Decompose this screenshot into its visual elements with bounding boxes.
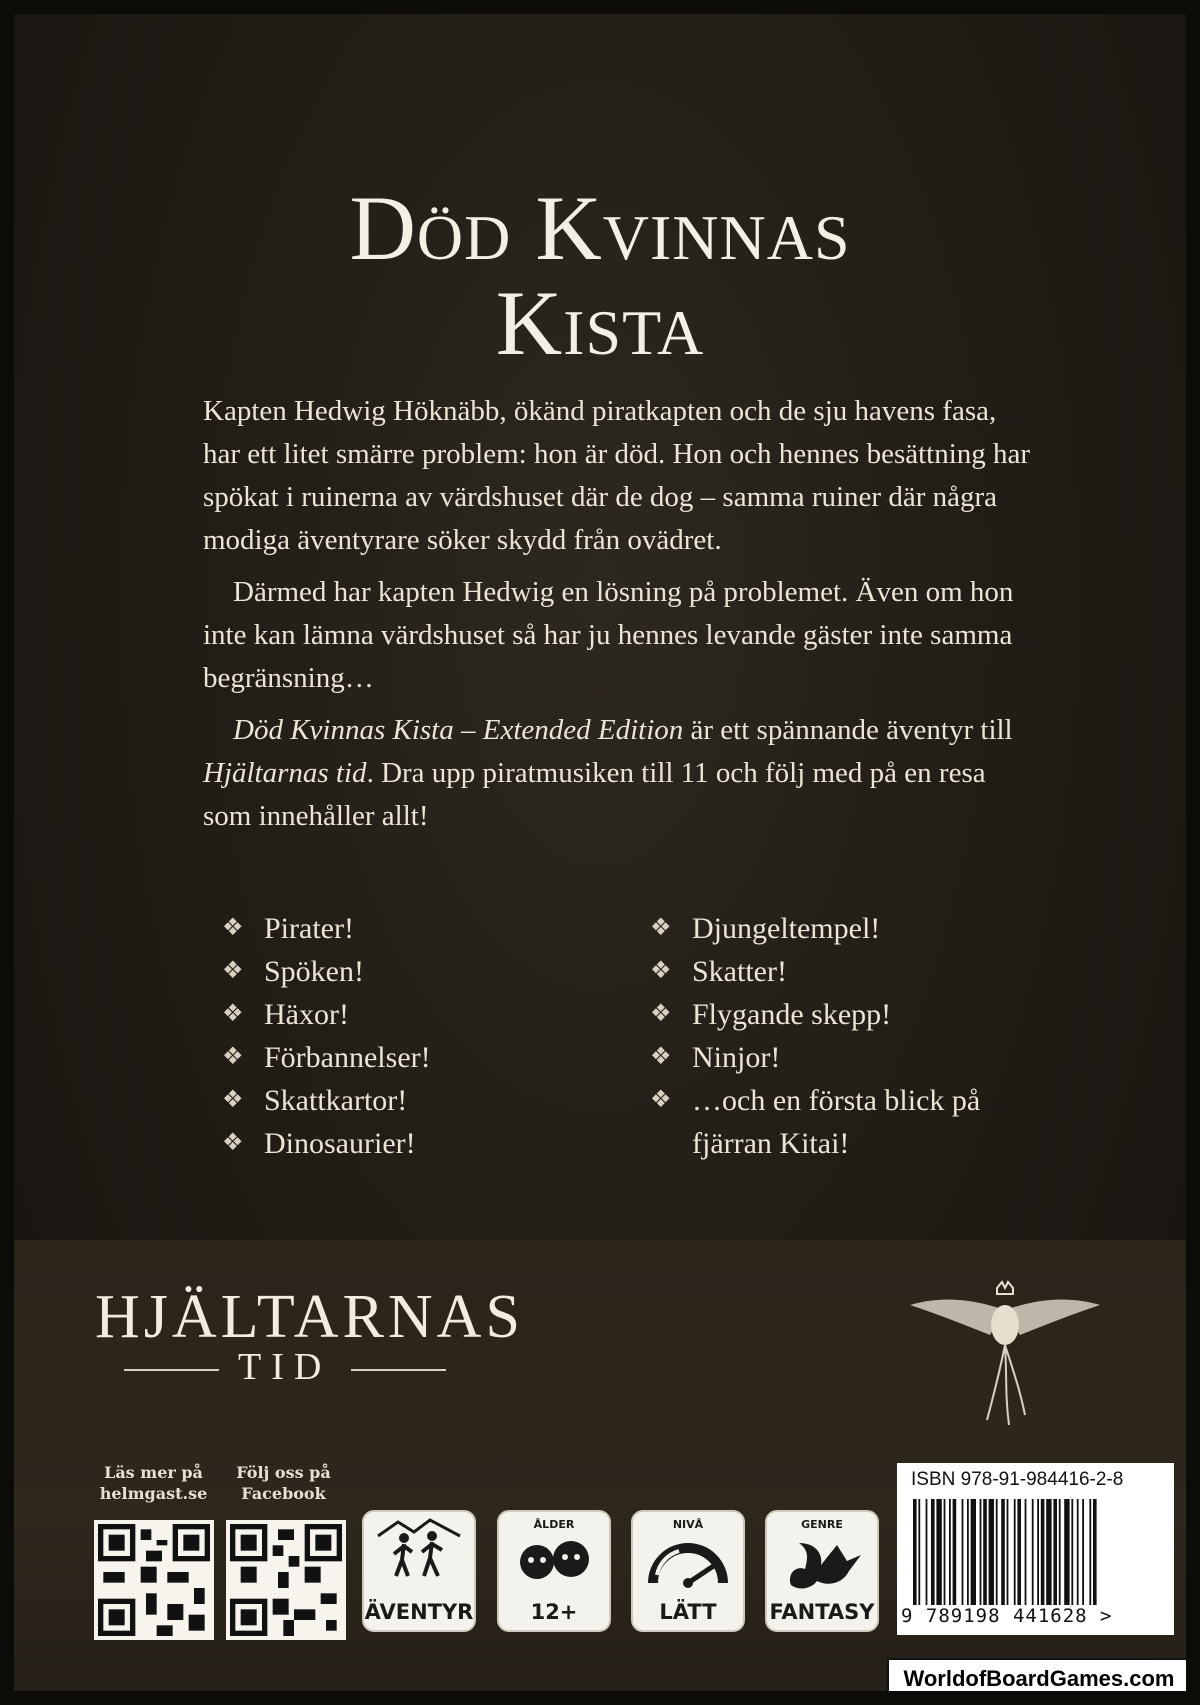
isbn-barcode-block <box>897 1463 1174 1635</box>
bullet-item <box>650 907 1050 950</box>
barcode-bar <box>980 1499 982 1605</box>
barcode-bar <box>1082 1499 1084 1605</box>
badge-main-text: FANTASY <box>769 1600 875 1624</box>
badge-caption: NIVÅ <box>672 1518 704 1531</box>
bullet-item <box>650 1079 1050 1165</box>
bullet-diamond-icon: ❖ <box>650 1001 672 1027</box>
barcode-icon <box>911 1499 1161 1605</box>
bullet-item <box>222 907 602 950</box>
paragraph-3-text-a: är ett spännande äventyr till <box>683 714 1013 746</box>
barcode-bar <box>1037 1499 1039 1605</box>
barcode-bar <box>1089 1499 1091 1605</box>
bullet-list-left <box>222 907 602 1165</box>
bullet-diamond-icon: ❖ <box>222 1130 244 1156</box>
qr-code-icon <box>230 1524 342 1636</box>
bullet-text: Förbannelser! <box>264 1041 431 1074</box>
badge-main-text: 12+ <box>530 1600 578 1624</box>
faces-icon <box>509 1535 599 1585</box>
bullet-item <box>222 1079 602 1122</box>
barcode-bar <box>1007 1499 1009 1605</box>
barcode-bar <box>913 1499 917 1605</box>
bullet-text: …och en första blick på fjärran Kitai! <box>692 1084 981 1160</box>
bullet-diamond-icon: ❖ <box>222 958 244 984</box>
bullet-item <box>222 950 602 993</box>
bullet-item <box>222 1122 602 1165</box>
bullet-item <box>650 993 1050 1036</box>
bullet-diamond-icon: ❖ <box>650 958 672 984</box>
badge-main-text: ÄVENTYR <box>364 1600 474 1624</box>
game-logo-word: HJÄLTARNAS <box>95 1283 524 1351</box>
badge-genre-adventure <box>362 1510 476 1632</box>
barcode-bar <box>1025 1499 1027 1605</box>
bullet-list-right <box>650 907 1050 1165</box>
barcode-bar <box>926 1499 928 1605</box>
dragon-icon <box>777 1535 867 1593</box>
hikers-icon <box>376 1516 462 1578</box>
barcode-bar <box>1093 1499 1097 1605</box>
barcode-bar <box>944 1499 946 1605</box>
bullet-text: Skatter! <box>692 955 787 988</box>
paragraph-3-text-b: . Dra upp piratmusiken till 11 och följ med på en resa som innehåller allt! <box>203 757 986 832</box>
paragraph-3-italic-b: Hjältarnas tid <box>203 757 367 789</box>
barcode-bar <box>989 1499 994 1605</box>
title-line-1: Död Kvinnas <box>349 177 851 279</box>
barcode-bar <box>1041 1499 1045 1605</box>
barcode-bar <box>1014 1499 1016 1605</box>
barcode-bar <box>1017 1499 1021 1605</box>
bullet-text: Pirater! <box>264 912 354 945</box>
bullet-diamond-icon: ❖ <box>222 1087 244 1113</box>
bullet-diamond-icon: ❖ <box>222 915 244 941</box>
bullet-item <box>222 1036 602 1079</box>
website-qr-code[interactable] <box>94 1520 214 1640</box>
barcode-bar <box>1059 1499 1061 1605</box>
bullet-text: Spöken! <box>264 955 364 988</box>
bullet-text: Djungeltempel! <box>692 912 881 945</box>
bullet-diamond-icon: ❖ <box>650 1044 672 1070</box>
barcode-bar <box>949 1499 951 1605</box>
barcode-bar <box>1077 1499 1079 1605</box>
barcode-bar <box>1064 1499 1069 1605</box>
barcode-bar <box>918 1499 920 1605</box>
barcode-digits: 9 789198 441628 > <box>901 1605 1113 1627</box>
bullet-text: Dinosaurier! <box>264 1127 416 1160</box>
bullet-diamond-icon: ❖ <box>222 1001 244 1027</box>
game-logo-sub-text: TID <box>238 1346 332 1388</box>
gauge-icon <box>643 1535 733 1589</box>
bullet-item <box>650 950 1050 993</box>
paragraph-2: Därmed har kapten Hedwig en lösning på problemet. Även om hon inte kan lämna värdshuset så har ju hennes levande gäster inte samma begränsning… <box>203 576 1014 694</box>
website-label: Läs mer på helmgast.se <box>99 1463 208 1503</box>
barcode-bar <box>1046 1499 1051 1605</box>
logo-sword-left-icon <box>124 1369 219 1371</box>
logo-sword-right-icon <box>351 1369 446 1371</box>
title-line-2: Kista <box>495 272 705 374</box>
badge-genre-fantasy <box>765 1510 879 1632</box>
barcode-bar <box>996 1499 998 1605</box>
watermark-logo: WorldofBoardGames.com <box>887 1658 1191 1700</box>
bullet-item <box>222 993 602 1036</box>
barcode-bar <box>1001 1499 1005 1605</box>
game-logo-sub <box>95 1345 475 1389</box>
barcode-bar <box>1032 1499 1034 1605</box>
isbn-number: ISBN 978-91-984416-2-8 <box>911 1469 1124 1490</box>
barcode-bar <box>931 1499 935 1605</box>
badge-difficulty <box>631 1510 745 1632</box>
facebook-qr-code[interactable] <box>226 1520 346 1640</box>
bullet-diamond-icon: ❖ <box>222 1044 244 1070</box>
barcode-bar <box>936 1499 941 1605</box>
qr-code-icon <box>98 1524 210 1636</box>
barcode-bar <box>1053 1499 1057 1605</box>
barcode-bar <box>1071 1499 1073 1605</box>
bullet-text: Ninjor! <box>692 1041 781 1074</box>
badge-caption: ÅLDER <box>533 1518 575 1531</box>
bullet-diamond-icon: ❖ <box>650 915 672 941</box>
badge-age <box>497 1510 611 1632</box>
badge-main-text: LÄTT <box>659 1600 717 1624</box>
barcode-bar <box>953 1499 957 1605</box>
crowned-bird-icon <box>905 1280 1105 1430</box>
barcode-bar <box>962 1499 964 1605</box>
barcode-bar <box>983 1499 987 1605</box>
bullet-text: Häxor! <box>264 998 349 1031</box>
barcode-bar <box>971 1499 976 1605</box>
paragraph-3 <box>203 709 1033 838</box>
badge-caption: GENRE <box>801 1518 843 1531</box>
bullet-item <box>650 1036 1050 1079</box>
bullet-text: Skattkartor! <box>264 1084 408 1117</box>
bullet-text: Flygande skepp! <box>692 998 892 1031</box>
barcode-bar <box>967 1499 969 1605</box>
facebook-label: Följ oss på Facebook <box>236 1463 331 1503</box>
paragraph-1: Kapten Hedwig Höknäbb, ökänd piratkapten och de sju havens fasa, har ett litet smärre problem: hon är död. Hon och hennes besättning har spökat i ruinerna av värdshuset där de dog – samma ruiner där några modiga äventyrare söker skydd från ovädret. <box>203 395 1031 556</box>
paragraph-3-italic-a: Död Kvinnas Kista – Extended Edition <box>233 714 684 746</box>
description <box>203 390 1033 847</box>
bullet-diamond-icon: ❖ <box>650 1087 672 1113</box>
